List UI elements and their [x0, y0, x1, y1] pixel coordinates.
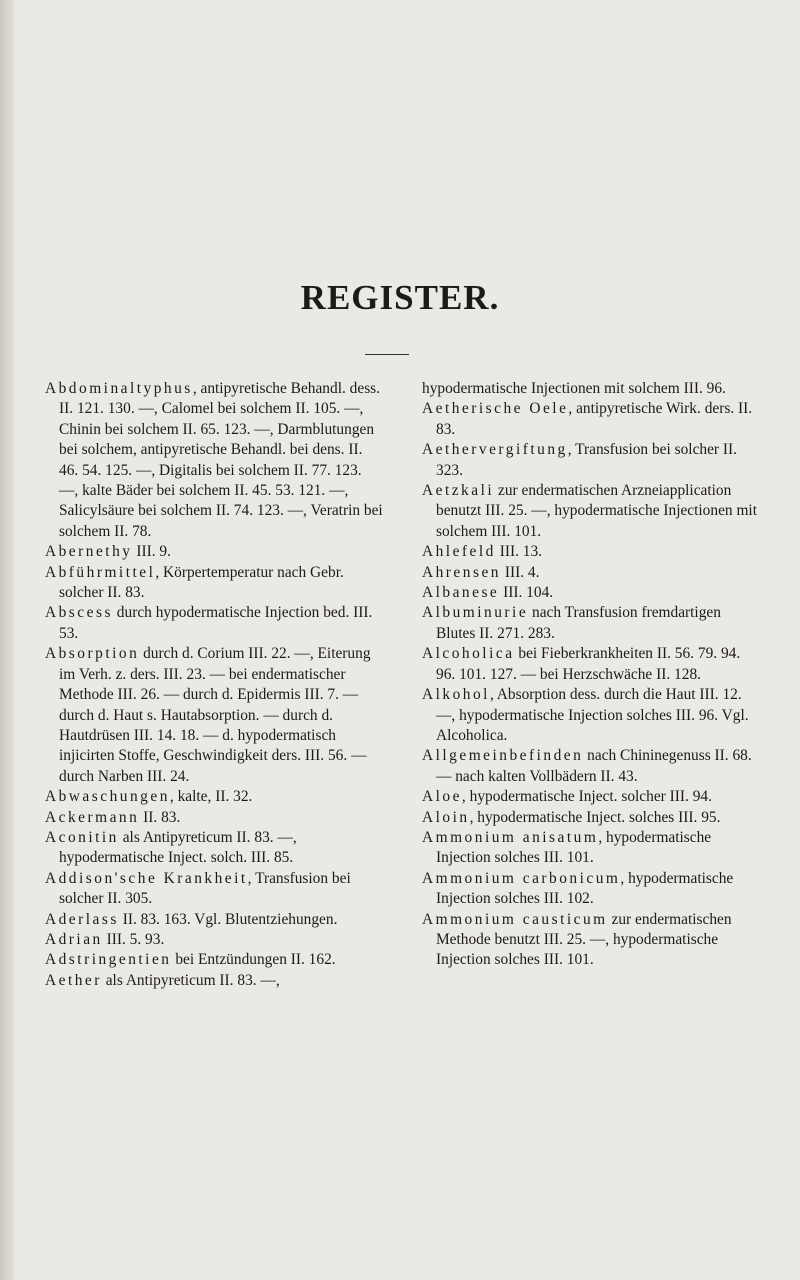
title-rule — [365, 354, 409, 355]
index-entry — [422, 583, 760, 603]
index-headword: Ackermann — [45, 808, 140, 826]
index-references: III. 5. 93. — [102, 930, 165, 948]
index-entry — [422, 808, 760, 828]
index-references: , Transfusion bei solcher II. 323. — [436, 441, 738, 479]
index-references: hypodermatische Injectionen mit solchem III. 96. — [422, 380, 726, 397]
index-headword: Alkohol — [422, 686, 490, 704]
index-references: II. 83. — [139, 808, 181, 826]
index-references: III. 9. — [132, 543, 171, 561]
index-references: , Transfusion bei solcher II. 305. — [59, 869, 351, 908]
index-references: III. 104. — [499, 584, 554, 602]
index-entry — [45, 379, 383, 542]
index-references: als Antipyreticum II. 83. —, — [101, 971, 280, 989]
index-entry — [45, 950, 383, 970]
index-references: , antipyretische Behandl. dess. II. 121. 130. —, Calomel bei solchem II. 105. —, Chinin bei solchem II. 65. 123. —, Darmblutungen bei solchem, antipyretische Behandl. bei dens. II. 46. 54. 125. —, Digitalis bei solchem II. 77. 123. —, kalte Bäder bei solchem II. 45. 53. 121. —, Salicylsäure bei solchem II. 74. 123. —, Veratrin bei solchem II. 78. — [59, 380, 383, 540]
index-headword: Ahlefeld — [422, 543, 496, 561]
index-headword: Aloin — [422, 808, 470, 826]
index-references: , Absorption dess. durch die Haut III. 12. —, hypodermatische Injection solches III. 96. Vgl. Alcoholica. — [436, 686, 749, 744]
index-references: nach Transfusion fremdartigen Blutes II. 271. 283. — [436, 604, 721, 642]
index-entry — [422, 828, 760, 869]
index-headword: Abwaschungen — [45, 788, 170, 806]
index-headword: Adstringentien — [45, 951, 172, 969]
index-references: , Körpertemperatur nach Gebr. solcher II. 83. — [59, 563, 344, 602]
index-entry — [45, 808, 383, 828]
index-entry — [45, 869, 383, 910]
index-headword: Aconitin — [45, 828, 119, 846]
index-references: , antipyretische Wirk. ders. II. 83. — [436, 400, 753, 438]
index-headword: Albanese — [422, 584, 500, 602]
index-entry — [422, 746, 760, 787]
index-references: , hypodermatische Injection solches III. 101. — [436, 828, 712, 867]
index-entry — [45, 644, 383, 787]
index-headword: Abernethy — [45, 543, 133, 561]
index-entry — [422, 379, 760, 399]
index-headword: Allgemeinbefinden — [422, 747, 584, 765]
index-entry — [422, 787, 760, 807]
index-headword: Aetherische Oele — [422, 400, 569, 418]
index-column-right — [422, 379, 760, 971]
index-references: zur endermatischen Arzneiapplication benutzt III. 25. —, hypodermatische Injectionen mit solchem III. 101. — [436, 482, 757, 540]
index-references: zur endermatischen Methode benutzt III. 25. —, hypodermatische Injection solches III. 101. — [436, 910, 732, 969]
index-entry — [422, 685, 760, 746]
index-entry — [45, 930, 383, 950]
index-headword: Ammonium causticum — [422, 910, 608, 928]
index-entry — [45, 787, 383, 807]
page-gutter-shadow — [0, 0, 14, 1280]
index-headword: Addison'sche Krankheit — [45, 869, 248, 887]
index-entry — [422, 542, 760, 562]
index-entry — [45, 828, 383, 869]
index-headword: Aloe — [422, 788, 462, 806]
index-headword: Albuminurie — [422, 604, 529, 622]
index-entry — [422, 481, 760, 542]
index-entry — [422, 603, 760, 644]
index-entry — [45, 910, 383, 930]
index-entry — [45, 971, 383, 991]
index-headword: Abdominaltyphus — [45, 380, 193, 397]
index-entry — [422, 563, 760, 583]
index-entry — [45, 563, 383, 604]
index-entry — [422, 910, 760, 971]
index-references: III. 13. — [495, 543, 543, 561]
index-references: bei Entzündungen II. 162. — [171, 951, 336, 969]
index-entry — [422, 869, 760, 910]
index-references: , hypodermatische Inject. solches III. 95. — [469, 808, 721, 826]
index-references: , kalte, II. 32. — [169, 788, 253, 806]
index-references: durch hypodermatische Injection bed. III. 53. — [59, 604, 373, 642]
index-headword: Abscess — [45, 604, 113, 622]
index-headword: Alcoholica — [422, 645, 515, 663]
index-headword: Aetzkali — [422, 482, 495, 500]
index-references: durch d. Corium III. 22. —, Eiterung im Verh. z. ders. III. 23. — bei endermatischer Methode III. 26. — durch d. Epidermis III. 7. — durch d. Haut s. Hautabsorption. — durch d. Hautdrüsen III. 14. 18. — d. hypodermatisch injicirten Stoffe, Geschwindigkeit ders. III. 56. — durch Narben III. 24. — [59, 645, 371, 785]
index-headword: Ammonium carbonicum — [422, 869, 621, 887]
index-entry — [422, 440, 760, 481]
index-headword: Adrian — [45, 930, 103, 948]
index-entry — [45, 603, 383, 644]
index-references: nach Chininegenuss II. 68. — nach kalten Vollbädern II. 43. — [436, 747, 752, 785]
index-headword: Aether — [45, 971, 102, 989]
index-headword: Ahrensen — [422, 563, 501, 581]
index-references: , hypodermatische Inject. solcher III. 94. — [461, 788, 712, 806]
index-references: als Antipyreticum II. 83. —, hypodermatische Inject. solch. III. 85. — [59, 828, 297, 867]
index-references: II. 83. 163. Vgl. Blutentziehungen. — [118, 910, 338, 928]
index-entry — [422, 399, 760, 440]
index-entry — [45, 542, 383, 562]
index-headword: Aethervergiftung — [422, 441, 568, 459]
index-headword: Ammonium anisatum — [422, 828, 599, 846]
index-headword: Absorption — [45, 645, 140, 663]
index-references: , hypodermatische Injection solches III. 102. — [436, 869, 734, 908]
page-title: REGISTER. — [300, 278, 500, 317]
index-headword: Aderlass — [45, 910, 119, 928]
index-references: bei Fieberkrankheiten II. 56. 79. 94. 96. 101. 127. — bei Herzschwäche II. 128. — [436, 645, 741, 683]
index-references: III. 4. — [500, 563, 540, 581]
index-entry — [422, 644, 760, 685]
index-column-left — [45, 379, 383, 991]
index-headword: Abführmittel — [45, 563, 156, 581]
